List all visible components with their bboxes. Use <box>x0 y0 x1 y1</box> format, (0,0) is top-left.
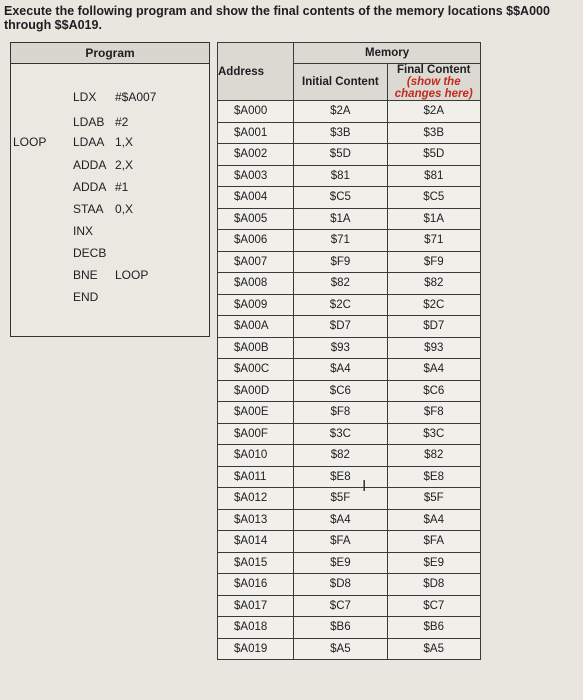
memory-row <box>218 359 481 381</box>
final-content-label: Final Content <box>397 64 471 76</box>
initial-content-cell: $F8 <box>294 402 387 424</box>
final-content-cell: $2A <box>387 101 480 123</box>
question-text: Execute the following program and show the final contents of the memory locations $$A000 through $$A019. <box>4 4 550 32</box>
program-label: LOOP <box>13 135 47 149</box>
final-content-cell: $E9 <box>387 552 480 574</box>
memory-row <box>218 316 481 338</box>
program-op: STAA <box>73 202 104 216</box>
memory-row <box>218 337 481 359</box>
memory-row <box>218 101 481 123</box>
address-cell: $A013 <box>218 509 294 531</box>
program-arg: #2 <box>115 115 129 129</box>
address-cell: $A007 <box>218 251 294 273</box>
program-op: BNE <box>73 268 98 282</box>
memory-row <box>218 273 481 295</box>
memory-row <box>218 208 481 230</box>
initial-content-cell: $FA <box>294 531 387 553</box>
memory-row <box>218 617 481 639</box>
text-cursor-icon: I <box>362 478 367 495</box>
final-content-cell: $A5 <box>387 638 480 660</box>
initial-content-header: Initial Content <box>294 64 387 101</box>
program-op: LDX <box>73 90 97 104</box>
address-cell: $A001 <box>218 122 294 144</box>
initial-content-cell: $E9 <box>294 552 387 574</box>
initial-content-cell: $2C <box>294 294 387 316</box>
address-cell: $A005 <box>218 208 294 230</box>
initial-content-cell: $A4 <box>294 509 387 531</box>
final-content-header <box>387 64 480 101</box>
address-cell: $A009 <box>218 294 294 316</box>
memory-header: Memory <box>294 43 481 64</box>
program-arg: LOOP <box>115 268 149 282</box>
final-content-cell: $B6 <box>387 617 480 639</box>
program-arg: 1,X <box>115 135 134 149</box>
address-cell: $A00F <box>218 423 294 445</box>
program-arg: 0,X <box>115 202 134 216</box>
initial-content-cell: $3C <box>294 423 387 445</box>
final-content-cell: $81 <box>387 165 480 187</box>
final-content-cell: $3C <box>387 423 480 445</box>
address-cell: $A015 <box>218 552 294 574</box>
address-cell: $A016 <box>218 574 294 596</box>
final-content-cell: $C7 <box>387 595 480 617</box>
program-op: DECB <box>73 246 107 260</box>
address-cell: $A004 <box>218 187 294 209</box>
initial-content-cell: $82 <box>294 445 387 467</box>
initial-content-cell: $93 <box>294 337 387 359</box>
initial-content-cell: $A4 <box>294 359 387 381</box>
initial-content-cell: $F9 <box>294 251 387 273</box>
memory-row <box>218 509 481 531</box>
memory-row <box>218 122 481 144</box>
initial-content-cell: $A5 <box>294 638 387 660</box>
memory-row <box>218 638 481 660</box>
program-op: ADDA <box>73 180 107 194</box>
address-cell: $A010 <box>218 445 294 467</box>
address-cell: $A003 <box>218 165 294 187</box>
final-content-cell: $A4 <box>387 509 480 531</box>
program-op: LDAA <box>73 135 105 149</box>
initial-content-cell: $2A <box>294 101 387 123</box>
address-cell: $A00A <box>218 316 294 338</box>
final-content-cell: $FA <box>387 531 480 553</box>
final-content-cell: $E8 <box>387 466 480 488</box>
address-cell: $A00E <box>218 402 294 424</box>
initial-content-cell: $81 <box>294 165 387 187</box>
memory-row <box>218 466 481 488</box>
program-op: ADDA <box>73 158 107 172</box>
address-cell: $A00D <box>218 380 294 402</box>
initial-content-cell: $D8 <box>294 574 387 596</box>
final-content-cell: $D8 <box>387 574 480 596</box>
address-cell: $A002 <box>218 144 294 166</box>
memory-row <box>218 294 481 316</box>
initial-content-cell: $5D <box>294 144 387 166</box>
memory-row <box>218 488 481 510</box>
address-cell: $A014 <box>218 531 294 553</box>
initial-content-cell: $71 <box>294 230 387 252</box>
program-arg: 2,X <box>115 158 134 172</box>
initial-content-cell: $1A <box>294 208 387 230</box>
program-op: LDAB <box>73 115 105 129</box>
final-content-cell: $5D <box>387 144 480 166</box>
memory-row <box>218 187 481 209</box>
address-cell: $A00C <box>218 359 294 381</box>
address-cell: $A019 <box>218 638 294 660</box>
initial-content-cell: $C5 <box>294 187 387 209</box>
address-cell: $A011 <box>218 466 294 488</box>
memory-row <box>218 423 481 445</box>
program-panel <box>10 42 210 337</box>
program-arg: #$A007 <box>115 90 157 104</box>
initial-content-cell: $B6 <box>294 617 387 639</box>
memory-row <box>218 445 481 467</box>
initial-content-cell: $D7 <box>294 316 387 338</box>
final-content-cell: $82 <box>387 445 480 467</box>
final-content-cell: $5F <box>387 488 480 510</box>
address-cell: $A00B <box>218 337 294 359</box>
initial-content-cell: $3B <box>294 122 387 144</box>
address-cell: $A000 <box>218 101 294 123</box>
address-header: Address <box>218 43 294 101</box>
program-op: END <box>73 290 99 304</box>
final-content-cell: $C6 <box>387 380 480 402</box>
final-content-cell: $3B <box>387 122 480 144</box>
memory-row <box>218 595 481 617</box>
memory-row <box>218 144 481 166</box>
final-content-cell: $F9 <box>387 251 480 273</box>
address-cell: $A006 <box>218 230 294 252</box>
program-arg: #1 <box>115 180 129 194</box>
final-content-cell: $82 <box>387 273 480 295</box>
memory-table <box>217 42 481 660</box>
final-content-cell: $2C <box>387 294 480 316</box>
final-content-cell: $D7 <box>387 316 480 338</box>
program-op: INX <box>73 224 94 238</box>
final-content-cell: $F8 <box>387 402 480 424</box>
memory-row <box>218 380 481 402</box>
initial-content-cell: $E8 <box>294 466 387 488</box>
memory-row <box>218 402 481 424</box>
initial-content-cell: $5F <box>294 488 387 510</box>
memory-row <box>218 165 481 187</box>
memory-row <box>218 230 481 252</box>
memory-row <box>218 531 481 553</box>
final-content-cell: $93 <box>387 337 480 359</box>
initial-content-cell: $C7 <box>294 595 387 617</box>
address-cell: $A012 <box>218 488 294 510</box>
final-content-cell: $A4 <box>387 359 480 381</box>
final-content-cell: $1A <box>387 208 480 230</box>
final-content-cell: $71 <box>387 230 480 252</box>
address-cell: $A018 <box>218 617 294 639</box>
initial-content-cell: $82 <box>294 273 387 295</box>
initial-content-cell: $C6 <box>294 380 387 402</box>
address-cell: $A008 <box>218 273 294 295</box>
memory-row <box>218 574 481 596</box>
program-header: Program <box>11 43 209 64</box>
memory-rows <box>218 101 481 660</box>
final-content-note: (show the changes here) <box>394 76 473 100</box>
memory-row <box>218 552 481 574</box>
final-content-cell: $C5 <box>387 187 480 209</box>
memory-row <box>218 251 481 273</box>
address-cell: $A017 <box>218 595 294 617</box>
